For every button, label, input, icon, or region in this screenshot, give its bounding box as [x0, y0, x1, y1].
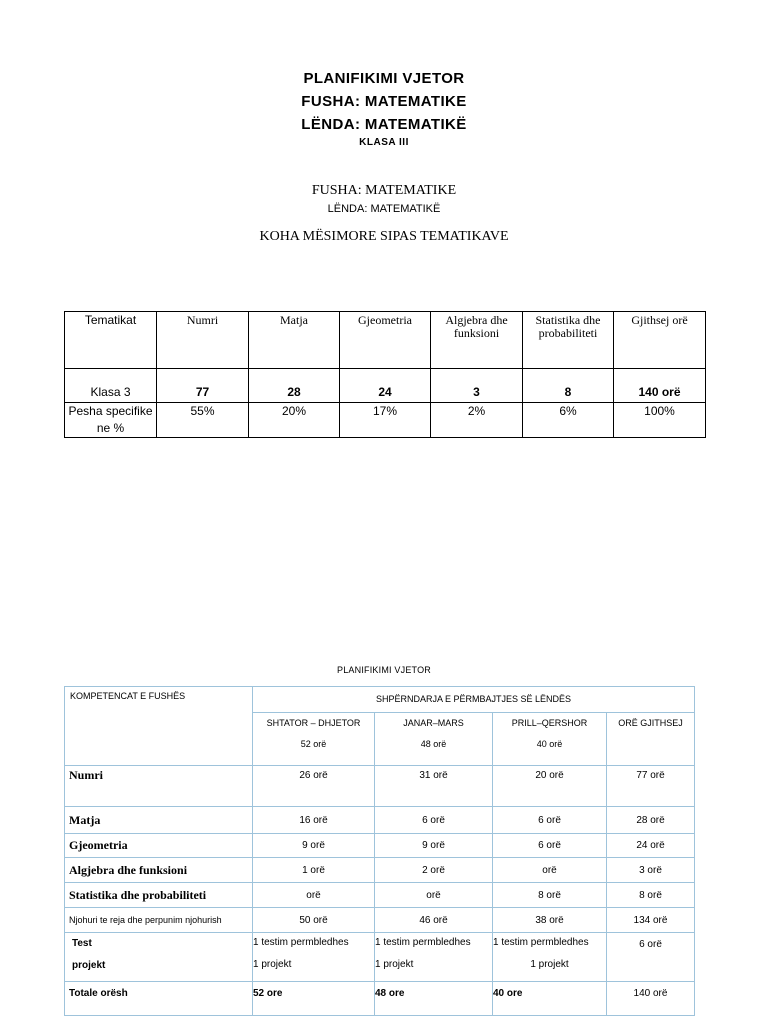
table-cell: 40 ore	[493, 982, 607, 1016]
doc-class: KLASA III	[359, 137, 409, 148]
doc-subject-field: FUSHA: MATEMATIKE	[301, 93, 467, 110]
header-cell: Tematikat	[65, 312, 157, 369]
doc-subject: LËNDA: MATEMATIKË	[301, 116, 467, 133]
table-cell: 6%	[523, 403, 614, 438]
table-cell: 1 testim permbledhes 1 projekt	[375, 933, 493, 982]
table-cell: 6 orë	[375, 807, 493, 834]
table-row	[65, 834, 695, 858]
table-row	[65, 766, 695, 807]
table-cell: 17%	[340, 403, 431, 438]
period-cell: SHTATOR – DHJETOR 52 orë	[253, 712, 375, 765]
distribution-header: SHPËRNDARJA E PËRMBAJTJES SË LËNDËS	[253, 687, 695, 713]
table-cell: 6 orë	[493, 834, 607, 858]
row-label: Totale orësh	[65, 982, 253, 1016]
table-cell: 16 orë	[253, 807, 375, 834]
table-cell: 20%	[249, 403, 340, 438]
table-cell: 24	[340, 369, 431, 403]
table-cell: 140 orë	[607, 982, 695, 1016]
table-cell: 1 orë	[253, 858, 375, 883]
table-cell: 20 orë	[493, 766, 607, 807]
table-cell: 1 testim permbledhes 1 projekt	[253, 933, 375, 982]
table-row	[65, 933, 695, 982]
table-row	[65, 883, 695, 908]
table-cell: 9 orë	[253, 834, 375, 858]
table-cell: 26 orë	[253, 766, 375, 807]
section-koha: KOHA MËSIMORE SIPAS TEMATIKAVE	[259, 229, 509, 244]
table-cell: 28 orë	[607, 807, 695, 834]
table-cell: orë	[375, 883, 493, 908]
table-header-row	[65, 312, 706, 369]
table-cell: 8	[523, 369, 614, 403]
table-cell: 46 orë	[375, 908, 493, 933]
table-row	[65, 403, 706, 438]
table-cell: 8 orë	[493, 883, 607, 908]
period-cell: ORË GJITHSEJ	[607, 712, 695, 765]
table-cell: 2%	[431, 403, 523, 438]
period-cell: JANAR–MARS 48 orë	[375, 712, 493, 765]
table-cell: 8 orë	[607, 883, 695, 908]
table-cell: 52 ore	[253, 982, 375, 1016]
table-cell: orë	[253, 883, 375, 908]
table-row	[65, 908, 695, 933]
row-label: Statistika dhe probabiliteti	[65, 883, 253, 908]
header-cell: Gjeometria	[340, 312, 431, 369]
table-cell: 31 orë	[375, 766, 493, 807]
table-cell: Pesha specifike ne %	[65, 403, 157, 438]
table-cell: 3	[431, 369, 523, 403]
header-cell: Algjebra dhe funksioni	[431, 312, 523, 369]
table-cell: 28	[249, 369, 340, 403]
table-cell: 2 orë	[375, 858, 493, 883]
table-row	[65, 369, 706, 403]
table-cell: 100%	[614, 403, 706, 438]
table-cell: 1 testim permbledhes 1 projekt	[493, 933, 607, 982]
plan-header-row	[65, 687, 695, 713]
table-cell: Klasa 3	[65, 369, 157, 403]
row-label: Algjebra dhe funksioni	[65, 858, 253, 883]
table-cell: orë	[493, 858, 607, 883]
period-cell: PRILL–QERSHOR 40 orë	[493, 712, 607, 765]
header-cell: Matja	[249, 312, 340, 369]
table-cell: 38 orë	[493, 908, 607, 933]
competencies-header: KOMPETENCAT E FUSHËS	[65, 687, 253, 766]
header-cell: Gjithsej orë	[614, 312, 706, 369]
table-cell: 48 ore	[375, 982, 493, 1016]
annual-plan-table	[64, 686, 695, 1016]
table-cell: 9 orë	[375, 834, 493, 858]
table-cell: 24 orë	[607, 834, 695, 858]
table-row	[65, 982, 695, 1016]
doc-title: PLANIFIKIMI VJETOR	[303, 70, 465, 87]
table-row	[65, 858, 695, 883]
section-lenda: LËNDA: MATEMATIKË	[327, 203, 441, 215]
table-cell: 3 orë	[607, 858, 695, 883]
time-by-topic-table	[64, 311, 706, 438]
row-label: Njohuri te reja dhe perpunim njohurish	[65, 908, 253, 933]
plan-title: PLANIFIKIMI VJETOR	[337, 665, 431, 675]
header-cell: Numri	[157, 312, 249, 369]
table-cell: 6 orë	[493, 807, 607, 834]
row-label: Gjeometria	[65, 834, 253, 858]
row-label: Matja	[65, 807, 253, 834]
table-cell: 6 orë	[607, 933, 695, 982]
section-fusha: FUSHA: MATEMATIKE	[311, 183, 457, 198]
table-cell: 140 orë	[614, 369, 706, 403]
table-cell: 50 orë	[253, 908, 375, 933]
table-cell: 77 orë	[607, 766, 695, 807]
table-cell: 77	[157, 369, 249, 403]
header-cell: Statistika dhe probabiliteti	[523, 312, 614, 369]
table-cell: 134 orë	[607, 908, 695, 933]
row-label: Test projekt	[65, 933, 253, 982]
row-label: Numri	[65, 766, 253, 807]
table-row	[65, 807, 695, 834]
table-cell: 55%	[157, 403, 249, 438]
